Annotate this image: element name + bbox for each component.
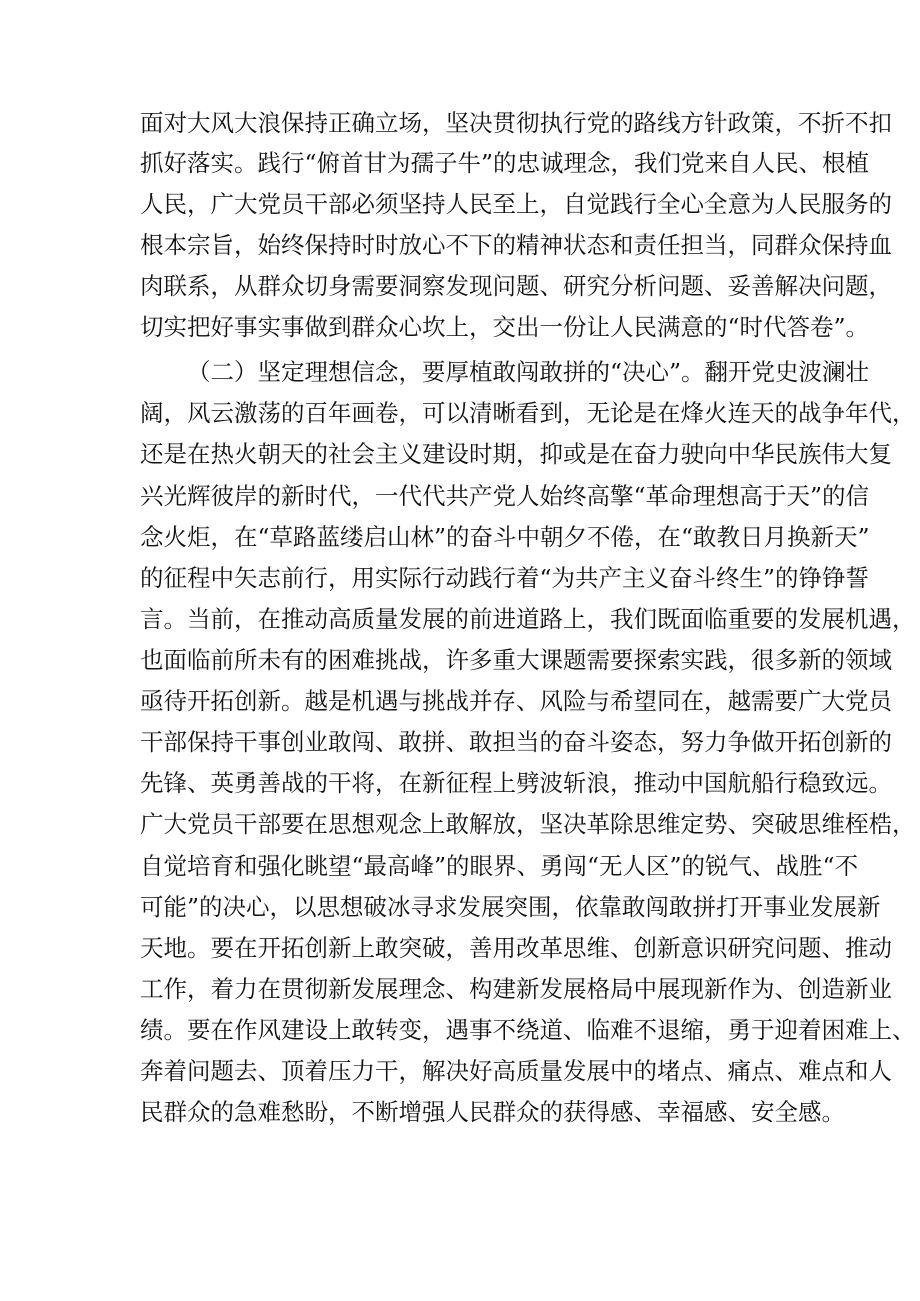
text-line: 干部保持干事创业敢闯、敢拼、敢担当的奋斗姿态，努力争做开拓创新的 [140,728,892,756]
text-line: 亟待开拓创新。越是机遇与挑战并存、风险与希望同在，越需要广大党员 [140,687,892,715]
text-line: 抓好落实。践行“俯首甘为孺子牛”的忠诚理念，我们党来自人民、根植 [140,149,870,177]
text-line: 还是在热火朝天的社会主义建设时期，抑或是在奋力驶向中华民族伟大复 [140,440,892,468]
text-line: 民群众的急难愁盼，不断增强人民群众的获得感、幸福感、安全感。 [140,1098,845,1126]
text-line: 工作，着力在贯彻新发展理念、构建新发展格局中展现新作为、创造新业 [140,975,892,1003]
text-line: 念火炬，在“草路蓝缕启山林”的奋斗中朝夕不倦，在“敢教日月换新天” [140,523,870,551]
text-line: 面对大风大浪保持正确立场，坚决贯彻执行党的路线方针政策，不折不扣 [140,109,892,137]
text-line: 可能”的决心，以思想破冰寻求发展突围，依靠敢闯敢拼打开事业发展新 [140,893,881,921]
text-line: 切实把好事实事做到群众心坎上，交出一份让人民满意的“时代答卷”。 [140,313,870,341]
text-line: 天地。要在开拓创新上敢突破，善用改革思维、创新意识研究问题、推动 [140,934,892,962]
text-line: 奔着问题去、顶着压力干，解决好高质量发展中的堵点、痛点、难点和人 [140,1057,892,1085]
text-line: 广大党员干部要在思想观念上敢解放，坚决革除思维定势、突破思维桎梏， [140,810,916,838]
text-line: 阔，风云激荡的百年画卷，可以清晰看到，无论是在烽火连天的战争年代， [140,399,916,427]
text-line: 肉联系，从群众切身需要洞察发现问题、研究分析问题、妥善解决问题， [140,272,892,300]
text-line: 言。当前，在推动高质量发展的前进道路上，我们既面临重要的发展机遇， [140,605,916,633]
text-line: 也面临前所未有的困难挑战，许多重大课题需要探索实践，很多新的领域 [140,646,892,674]
text-line: 根本宗旨，始终保持时时放心不下的精神状态和责任担当，同群众保持血 [140,231,892,259]
text-line: 的征程中矢志前行，用实际行动践行着“为共产主义奋斗终生”的铮铮誓 [140,564,870,592]
section-heading-line: （二）坚定理想信念，要厚植敢闯敢拼的“决心”。翻开党史波澜壮 [187,358,870,386]
text-line: 兴光辉彼岸的新时代，一代代共产党人始终高擎“革命理想高于天”的信 [140,482,870,510]
text-line: 自觉培育和强化眺望“最高峰”的眼界、勇闯“无人区”的锐气、战胜“不 [140,852,859,880]
text-line: 先锋、英勇善战的干将，在新征程上劈波斩浪，推动中国航船行稳致远。 [140,769,892,797]
text-line: 人民，广大党员干部必须坚持人民至上，自觉践行全心全意为人民服务的 [140,190,892,218]
text-line: 绩。要在作风建设上敢转变，遇事不绕道、临难不退缩，勇于迎着困难上、 [140,1016,916,1044]
